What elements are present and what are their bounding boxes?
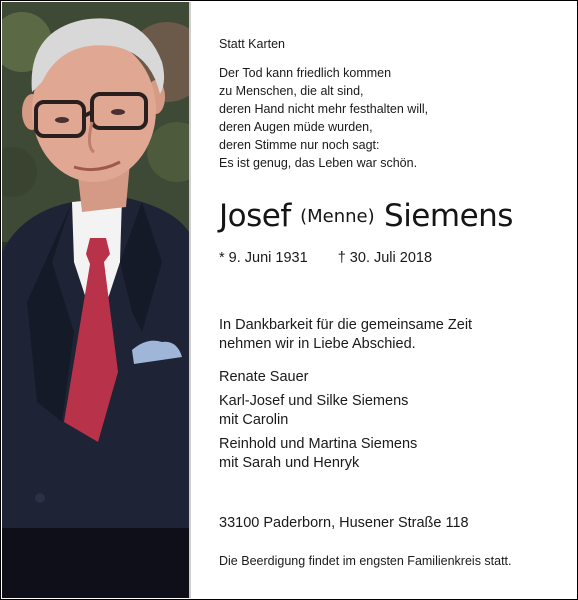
poem-line: Der Tod kann friedlich kommen [219,66,392,80]
mourner-line: Reinhold und Martina Siemens [219,436,418,452]
mourner-line: Karl-Josef und Silke Siemens [219,393,409,409]
thanks-line: nehmen wir in Liebe Abschied. [219,336,416,352]
address: 33100 Paderborn, Husener Straße 118 [219,515,469,531]
first-name: Josef [219,198,291,234]
last-name: Siemens [384,198,513,234]
mourner-entry [219,368,417,387]
death-date: † 30. Juli 2018 [337,250,433,266]
poem-line: Es ist genug, das Leben war schön. [219,156,418,170]
intro-block [219,35,428,172]
header-label: Statt Karten [219,37,286,51]
poem-line: deren Hand nicht mehr festhalten will, [219,102,429,116]
poem-line: deren Augen müde wurden, [219,120,373,134]
mourner-line: mit Carolin [219,412,289,428]
photo-divider [189,2,191,598]
thanks-line: In Dankbarkeit für die gemeinsame Zeit [219,317,473,333]
poem [219,64,428,172]
mourner-entry [219,392,417,430]
poem-line: zu Menschen, die alt sind, [219,84,364,98]
mourners-list [219,368,417,478]
mourner-entry [219,435,417,473]
poem-line: deren Stimme nur noch sagt: [219,138,380,152]
mourner-line: mit Sarah und Henryk [219,455,360,471]
nickname: (Menne) [300,206,375,227]
portrait-photo [2,2,189,598]
deceased-name [219,198,513,234]
life-dates [219,250,432,266]
mourner-line: Renate Sauer [219,369,309,385]
birth-date: * 9. Juni 1931 [219,250,308,266]
thanks-text [219,316,472,354]
funeral-note: Die Beerdigung findet im engsten Familienkreis statt. [219,554,512,568]
